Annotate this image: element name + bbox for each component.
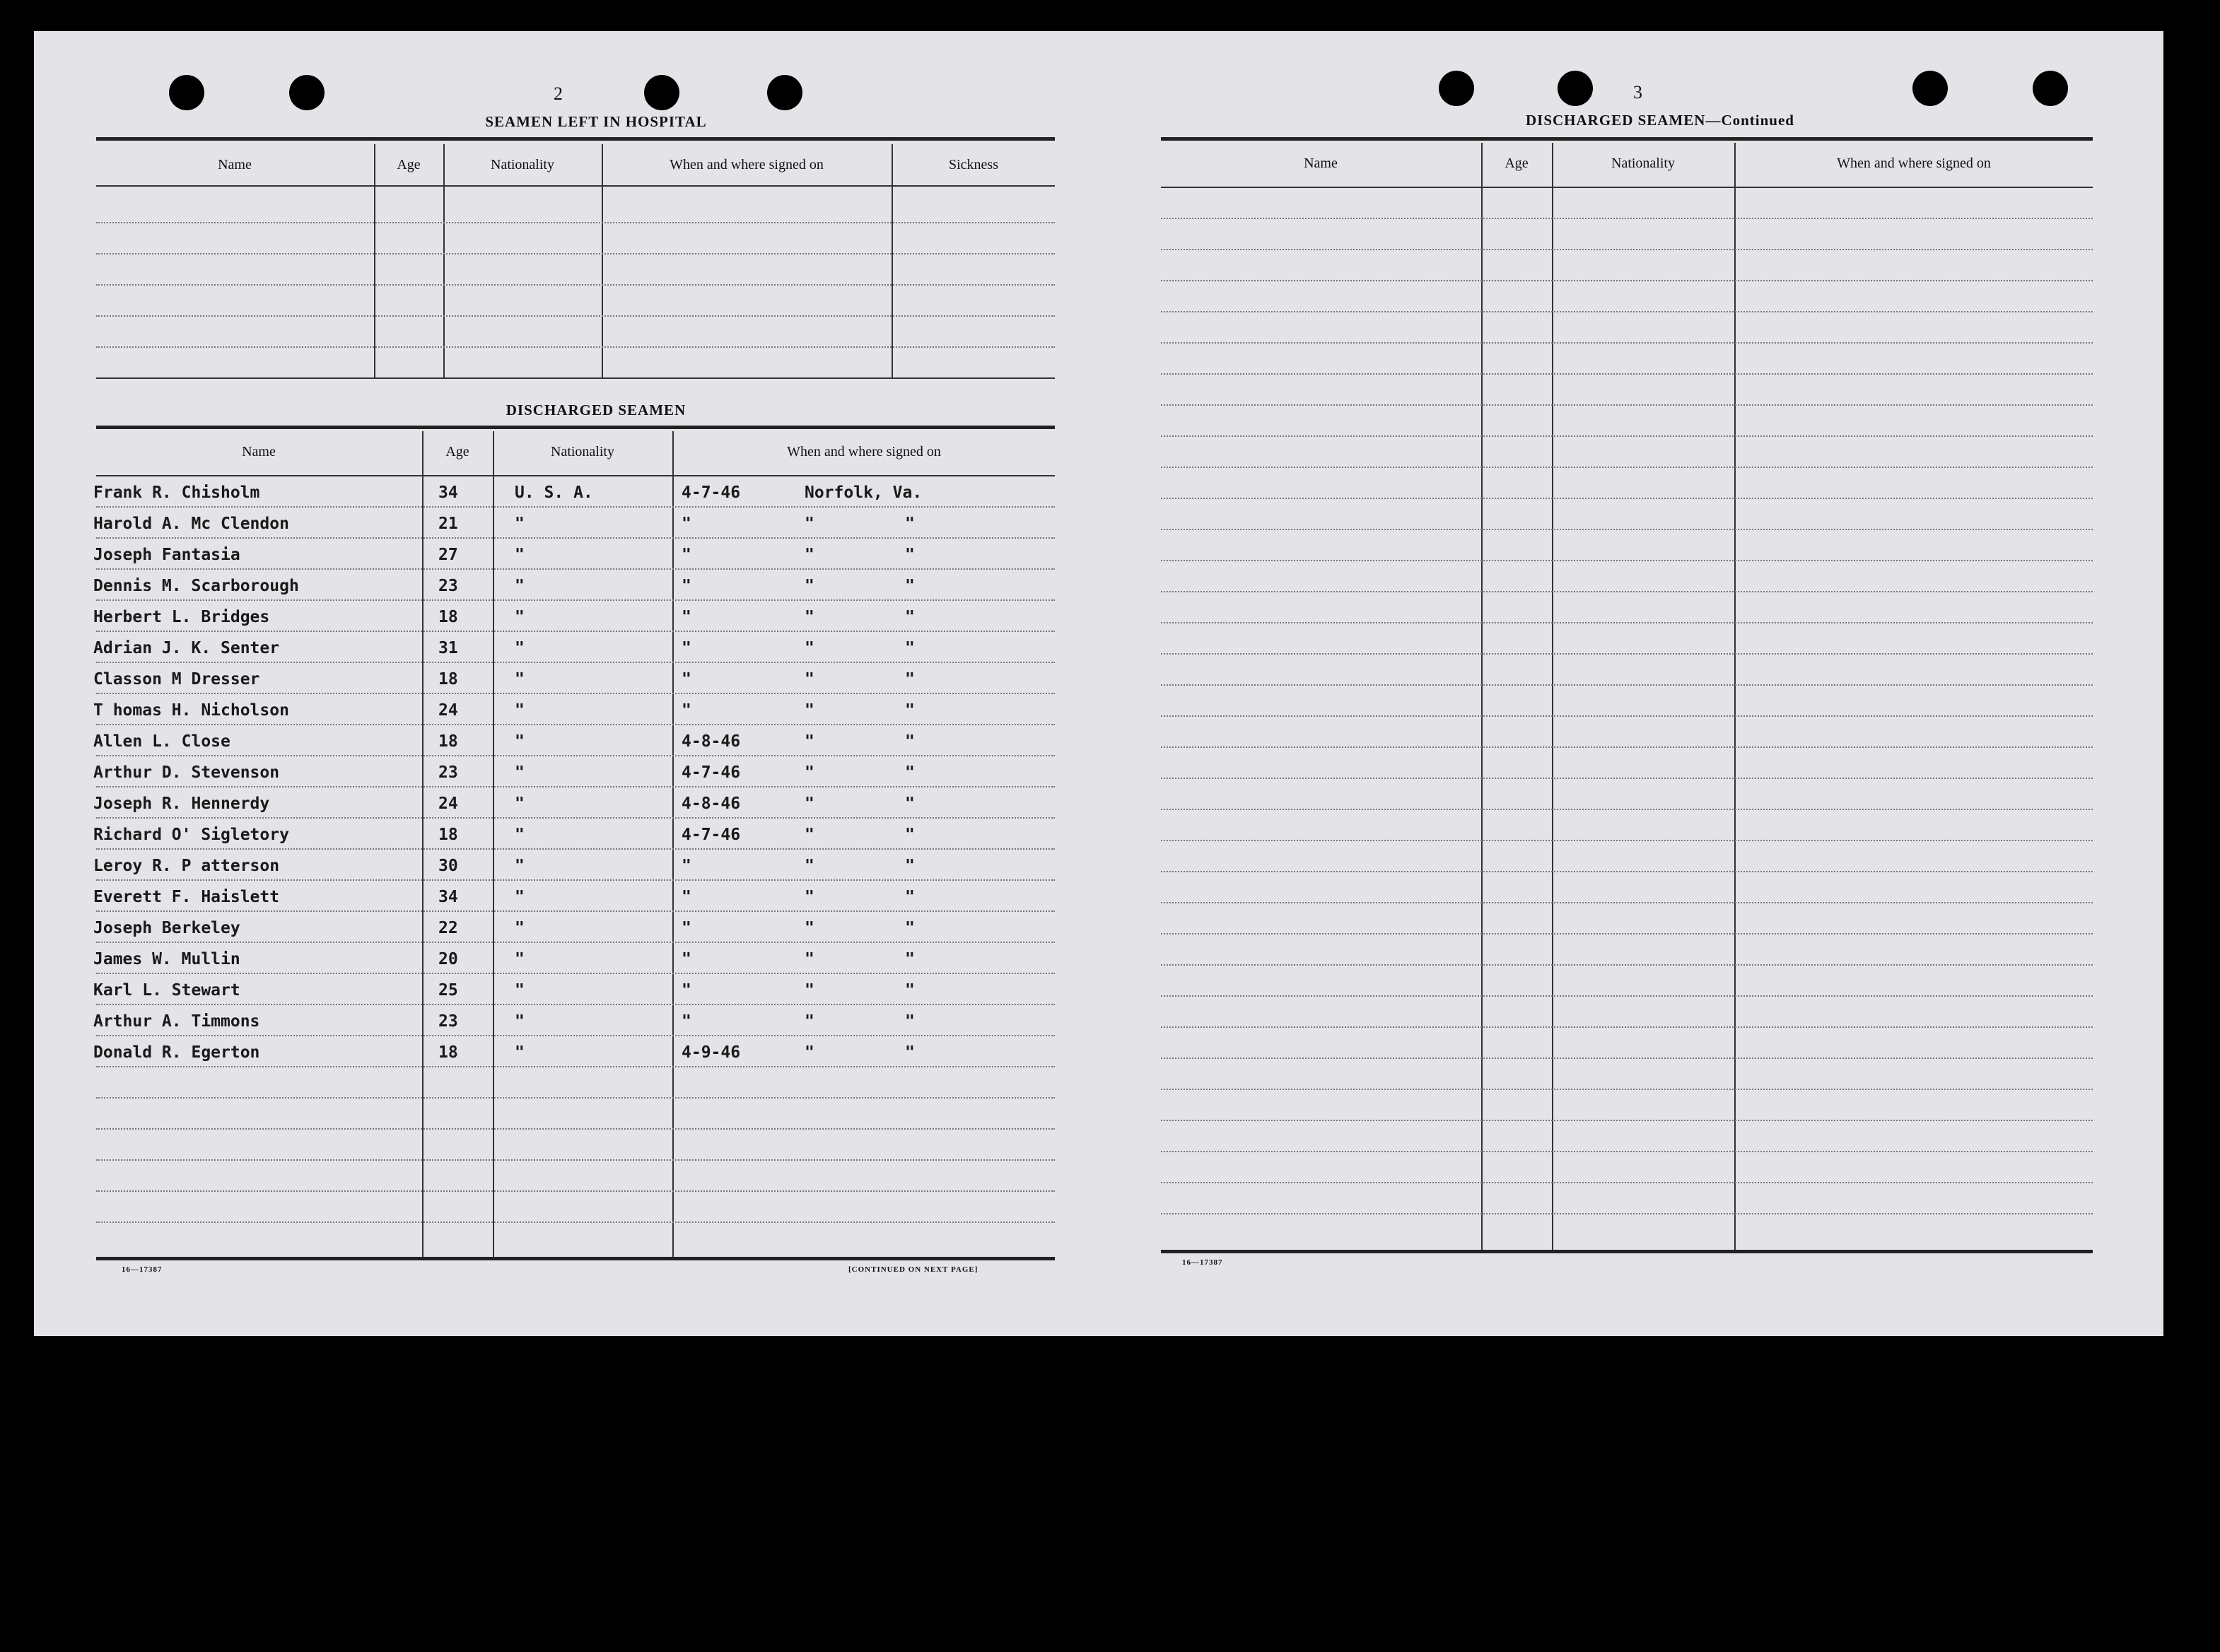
signed-on-place: " bbox=[805, 732, 814, 751]
seaman-name: Arthur D. Stevenson bbox=[93, 763, 280, 782]
row-line bbox=[96, 253, 1055, 254]
column-divider bbox=[1734, 143, 1736, 1253]
row-line bbox=[96, 284, 1055, 286]
signed-on-date: " bbox=[682, 1012, 691, 1031]
row-line bbox=[1161, 1151, 2093, 1152]
row-line bbox=[1161, 902, 2093, 903]
row-line bbox=[96, 786, 1055, 787]
seaman-age: 18 bbox=[438, 1043, 458, 1062]
page-number: 3 bbox=[1633, 82, 1642, 102]
row-line bbox=[96, 315, 1055, 317]
discharged-top-rule bbox=[96, 426, 1055, 429]
seaman-nationality: " bbox=[515, 670, 525, 689]
row-line bbox=[1161, 1213, 2093, 1214]
hospital-header-rule bbox=[96, 185, 1055, 187]
punch-hole bbox=[169, 75, 204, 110]
signed-on-date: 4-7-46 bbox=[682, 826, 741, 844]
seaman-age: 18 bbox=[438, 732, 458, 751]
row-line bbox=[96, 973, 1055, 974]
seaman-nationality: " bbox=[515, 701, 525, 720]
row-line bbox=[96, 1097, 1055, 1099]
column-divider bbox=[892, 144, 893, 377]
row-line bbox=[96, 879, 1055, 881]
form-number: 16—17387 bbox=[122, 1265, 163, 1274]
row-line bbox=[1161, 591, 2093, 592]
row-line bbox=[1161, 995, 2093, 997]
seaman-nationality: U. S. A. bbox=[515, 484, 593, 502]
seaman-age: 21 bbox=[438, 515, 458, 533]
seaman-name: Richard O' Sigletory bbox=[93, 826, 289, 844]
right-bottom-rule bbox=[1161, 1250, 2093, 1253]
seaman-name: Adrian J. K. Senter bbox=[93, 639, 280, 657]
signed-on-place: " bbox=[805, 701, 814, 720]
discharged-bottom-rule bbox=[96, 1257, 1055, 1260]
seaman-name: Donald R. Egerton bbox=[93, 1043, 260, 1062]
signed-on-place: " bbox=[805, 515, 814, 533]
row-line bbox=[96, 755, 1055, 756]
seaman-nationality: " bbox=[515, 795, 525, 813]
column-divider bbox=[374, 144, 375, 377]
seaman-name: Frank R. Chisholm bbox=[93, 484, 260, 502]
right-col-age: Age bbox=[1505, 156, 1529, 171]
row-line bbox=[1161, 498, 2093, 499]
row-line bbox=[96, 537, 1055, 539]
signed-on-place: " bbox=[805, 670, 814, 689]
hospital-col-age: Age bbox=[397, 157, 421, 172]
row-line bbox=[96, 1222, 1055, 1223]
row-line bbox=[1161, 622, 2093, 623]
signed-on-date: " bbox=[682, 670, 691, 689]
signed-on-place: " bbox=[805, 577, 814, 595]
row-line bbox=[96, 942, 1055, 943]
continued-note: [CONTINUED ON NEXT PAGE] bbox=[848, 1265, 978, 1274]
row-line bbox=[96, 848, 1055, 850]
row-line bbox=[96, 1128, 1055, 1130]
row-line bbox=[1161, 746, 2093, 748]
row-line bbox=[96, 568, 1055, 570]
right-col-name: Name bbox=[1304, 156, 1338, 171]
seaman-age: 23 bbox=[438, 763, 458, 782]
signed-on-state: " bbox=[905, 639, 915, 657]
signed-on-place: " bbox=[805, 763, 814, 782]
seaman-name: T homas H. Nicholson bbox=[93, 701, 289, 720]
punch-hole bbox=[2033, 71, 2068, 106]
punch-hole bbox=[644, 75, 679, 110]
seaman-age: 24 bbox=[438, 795, 458, 813]
signed-on-state: " bbox=[905, 577, 915, 595]
seaman-age: 27 bbox=[438, 546, 458, 564]
signed-on-date: " bbox=[682, 950, 691, 968]
signed-on-place: " bbox=[805, 981, 814, 1000]
seaman-nationality: " bbox=[515, 857, 525, 875]
seaman-name: Classon M Dresser bbox=[93, 670, 260, 689]
signed-on-date: 4-7-46 bbox=[682, 484, 741, 502]
row-line bbox=[1161, 809, 2093, 810]
column-divider bbox=[672, 431, 674, 1260]
signed-on-date: 4-9-46 bbox=[682, 1043, 741, 1062]
punch-hole bbox=[1439, 71, 1474, 106]
signed-on-date: " bbox=[682, 577, 691, 595]
signed-on-state: " bbox=[905, 670, 915, 689]
signed-on-date: 4-8-46 bbox=[682, 795, 741, 813]
row-line bbox=[96, 599, 1055, 601]
row-line bbox=[1161, 218, 2093, 219]
row-line bbox=[1161, 715, 2093, 717]
column-divider bbox=[422, 431, 423, 1260]
punch-hole bbox=[289, 75, 325, 110]
hospital-col-name: Name bbox=[218, 157, 252, 172]
seaman-age: 22 bbox=[438, 919, 458, 937]
row-line bbox=[1161, 435, 2093, 437]
signed-on-place: " bbox=[805, 919, 814, 937]
row-line bbox=[1161, 529, 2093, 530]
column-divider bbox=[602, 144, 603, 377]
seaman-nationality: " bbox=[515, 639, 525, 657]
row-line bbox=[96, 631, 1055, 632]
discharged-continued-title: DISCHARGED SEAMEN—Continued bbox=[1526, 112, 1794, 129]
seaman-nationality: " bbox=[515, 763, 525, 782]
row-line bbox=[1161, 778, 2093, 779]
row-line bbox=[96, 222, 1055, 223]
signed-on-date: " bbox=[682, 546, 691, 564]
row-line bbox=[1161, 560, 2093, 561]
seaman-nationality: " bbox=[515, 608, 525, 626]
seaman-age: 20 bbox=[438, 950, 458, 968]
signed-on-state: " bbox=[905, 515, 915, 533]
row-line bbox=[96, 1035, 1055, 1036]
seaman-name: Dennis M. Scarborough bbox=[93, 577, 299, 595]
column-divider bbox=[1552, 143, 1553, 1253]
row-line bbox=[1161, 467, 2093, 468]
signed-on-date: " bbox=[682, 639, 691, 657]
signed-on-date: " bbox=[682, 981, 691, 1000]
signed-on-place: Norfolk, Va. bbox=[805, 484, 923, 502]
row-line bbox=[1161, 373, 2093, 375]
row-line bbox=[1161, 1089, 2093, 1090]
row-line bbox=[96, 1066, 1055, 1067]
right-top-rule bbox=[1161, 137, 2093, 141]
seaman-nationality: " bbox=[515, 888, 525, 906]
seaman-nationality: " bbox=[515, 732, 525, 751]
page-number: 2 bbox=[554, 83, 563, 104]
seaman-name: Allen L. Close bbox=[93, 732, 230, 751]
signed-on-state: " bbox=[905, 608, 915, 626]
signed-on-state: " bbox=[905, 857, 915, 875]
signed-on-state: " bbox=[905, 546, 915, 564]
row-line bbox=[1161, 653, 2093, 655]
seaman-name: Joseph Berkeley bbox=[93, 919, 240, 937]
hospital-top-rule bbox=[96, 137, 1055, 141]
signed-on-date: " bbox=[682, 888, 691, 906]
discharged-header-rule bbox=[96, 475, 1055, 476]
signed-on-place: " bbox=[805, 1012, 814, 1031]
seaman-name: Karl L. Stewart bbox=[93, 981, 240, 1000]
discharged-col-age: Age bbox=[445, 444, 469, 459]
signed-on-place: " bbox=[805, 795, 814, 813]
signed-on-state: " bbox=[905, 888, 915, 906]
seaman-age: 18 bbox=[438, 670, 458, 689]
seaman-age: 34 bbox=[438, 484, 458, 502]
signed-on-place: " bbox=[805, 639, 814, 657]
row-line bbox=[1161, 342, 2093, 344]
seaman-name: Joseph R. Hennerdy bbox=[93, 795, 270, 813]
seaman-name: Herbert L. Bridges bbox=[93, 608, 270, 626]
signed-on-place: " bbox=[805, 950, 814, 968]
signed-on-date: " bbox=[682, 919, 691, 937]
row-line bbox=[96, 1190, 1055, 1192]
right-header-rule bbox=[1161, 187, 2093, 188]
row-line bbox=[1161, 1120, 2093, 1121]
row-line bbox=[1161, 840, 2093, 841]
seaman-nationality: " bbox=[515, 515, 525, 533]
seaman-age: 34 bbox=[438, 888, 458, 906]
column-divider bbox=[1481, 143, 1483, 1253]
signed-on-state: " bbox=[905, 763, 915, 782]
right-col-signed-on: When and where signed on bbox=[1837, 156, 1991, 171]
row-line bbox=[96, 817, 1055, 819]
punch-hole bbox=[767, 75, 802, 110]
seaman-name: James W. Mullin bbox=[93, 950, 240, 968]
seaman-age: 25 bbox=[438, 981, 458, 1000]
signed-on-place: " bbox=[805, 546, 814, 564]
signed-on-place: " bbox=[805, 1043, 814, 1062]
document-sheet bbox=[34, 31, 2163, 1336]
signed-on-state: " bbox=[905, 981, 915, 1000]
seaman-age: 18 bbox=[438, 826, 458, 844]
seaman-age: 24 bbox=[438, 701, 458, 720]
row-line bbox=[1161, 1026, 2093, 1028]
row-line bbox=[96, 1159, 1055, 1161]
signed-on-state: " bbox=[905, 701, 915, 720]
signed-on-date: " bbox=[682, 857, 691, 875]
signed-on-date: " bbox=[682, 608, 691, 626]
seaman-nationality: " bbox=[515, 1043, 525, 1062]
signed-on-place: " bbox=[805, 826, 814, 844]
seaman-name: Joseph Fantasia bbox=[93, 546, 240, 564]
right-col-nationality: Nationality bbox=[1611, 156, 1675, 171]
discharged-col-nationality: Nationality bbox=[551, 444, 614, 459]
seaman-age: 23 bbox=[438, 577, 458, 595]
signed-on-date: " bbox=[682, 701, 691, 720]
seaman-nationality: " bbox=[515, 981, 525, 1000]
signed-on-state: " bbox=[905, 826, 915, 844]
discharged-col-signed-on: When and where signed on bbox=[787, 444, 941, 459]
seaman-nationality: " bbox=[515, 919, 525, 937]
row-line bbox=[1161, 404, 2093, 406]
row-line bbox=[96, 506, 1055, 508]
column-divider bbox=[443, 144, 445, 377]
seaman-name: Arthur A. Timmons bbox=[93, 1012, 260, 1031]
hospital-bottom-rule bbox=[96, 377, 1055, 379]
column-divider bbox=[493, 431, 494, 1260]
row-line bbox=[1161, 280, 2093, 281]
discharged-section-title: DISCHARGED SEAMEN bbox=[506, 402, 687, 418]
seaman-name: Everett F. Haislett bbox=[93, 888, 280, 906]
hospital-section-title: SEAMEN LEFT IN HOSPITAL bbox=[485, 113, 707, 130]
seaman-nationality: " bbox=[515, 950, 525, 968]
signed-on-date: " bbox=[682, 515, 691, 533]
seaman-nationality: " bbox=[515, 826, 525, 844]
row-line bbox=[96, 1004, 1055, 1005]
row-line bbox=[96, 693, 1055, 694]
signed-on-state: " bbox=[905, 950, 915, 968]
hospital-col-nationality: Nationality bbox=[491, 157, 554, 172]
form-number: 16—17387 bbox=[1182, 1258, 1223, 1267]
signed-on-state: " bbox=[905, 732, 915, 751]
discharged-col-name: Name bbox=[242, 444, 276, 459]
hospital-col-sickness: Sickness bbox=[949, 157, 998, 172]
seaman-name: Leroy R. P atterson bbox=[93, 857, 280, 875]
signed-on-state: " bbox=[905, 1043, 915, 1062]
seaman-nationality: " bbox=[515, 577, 525, 595]
hospital-col-signed-on: When and where signed on bbox=[670, 157, 824, 172]
seaman-nationality: " bbox=[515, 1012, 525, 1031]
seaman-nationality: " bbox=[515, 546, 525, 564]
seaman-name: Harold A. Mc Clendon bbox=[93, 515, 289, 533]
row-line bbox=[96, 346, 1055, 348]
row-line bbox=[96, 724, 1055, 725]
signed-on-state: " bbox=[905, 795, 915, 813]
signed-on-place: " bbox=[805, 608, 814, 626]
row-line bbox=[96, 910, 1055, 912]
seaman-age: 31 bbox=[438, 639, 458, 657]
punch-hole bbox=[1558, 71, 1593, 106]
signed-on-state: " bbox=[905, 919, 915, 937]
row-line bbox=[1161, 1058, 2093, 1059]
seaman-age: 30 bbox=[438, 857, 458, 875]
punch-hole bbox=[1912, 71, 1948, 106]
signed-on-place: " bbox=[805, 888, 814, 906]
row-line bbox=[1161, 311, 2093, 312]
row-line bbox=[1161, 933, 2093, 935]
row-line bbox=[1161, 249, 2093, 250]
signed-on-date: 4-7-46 bbox=[682, 763, 741, 782]
row-line bbox=[1161, 1182, 2093, 1183]
signed-on-date: 4-8-46 bbox=[682, 732, 741, 751]
signed-on-state: " bbox=[905, 1012, 915, 1031]
signed-on-place: " bbox=[805, 857, 814, 875]
row-line bbox=[1161, 684, 2093, 686]
row-line bbox=[1161, 964, 2093, 966]
seaman-age: 18 bbox=[438, 608, 458, 626]
row-line bbox=[1161, 871, 2093, 872]
row-line bbox=[96, 662, 1055, 663]
seaman-age: 23 bbox=[438, 1012, 458, 1031]
